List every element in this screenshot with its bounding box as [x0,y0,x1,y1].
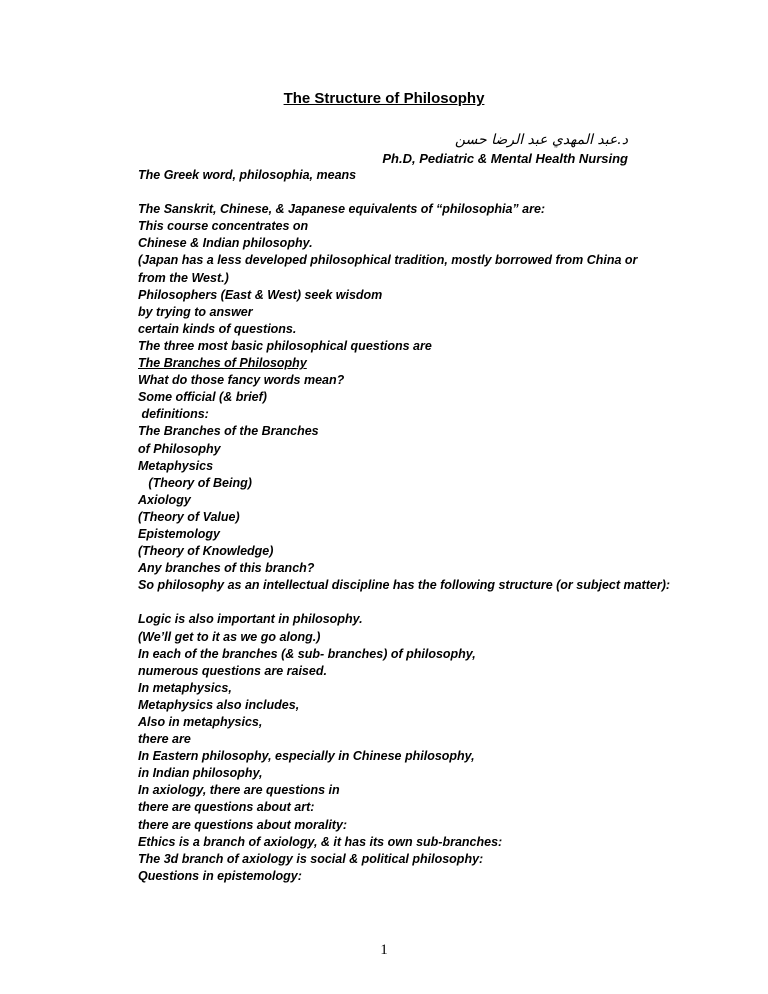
text-line: The Branches of the Branches [138,424,319,439]
text-line: What do those fancy words mean? [138,373,345,388]
text-line: (Theory of Knowledge) [138,544,274,559]
text-line: (Theory of Being) [138,475,252,490]
text-line: there are questions about art: [138,800,315,815]
text-line: In metaphysics, [138,680,232,695]
text-line: Some official (& brief) [138,390,267,405]
text-line: definitions: [138,407,209,422]
text-line: Metaphysics [138,458,214,473]
document-title: The Structure of Philosophy [283,90,485,107]
text-line: The Greek word, philosophia, means [138,168,357,182]
text-line: there are [138,732,191,747]
text-line: Any branches of this branch? [138,561,315,576]
author-degree: Ph.D, Pediatric & Mental Health Nursing [382,151,628,166]
text-line: Metaphysics also includes, [138,697,300,712]
text-line: This course concentrates on [138,219,309,234]
text-line: The Sanskrit, Chinese, & Japanese equivalents of “philosophia” are: [138,202,546,217]
text-line: Questions in epistemology: [138,868,302,883]
text-line: Ethics is a branch of axiology, & it has its own sub-branches: [138,834,503,849]
author-name-arabic: د.عبد المهدي عبد الرضا حسن [454,132,628,148]
document-body [138,167,671,885]
text-line: Epistemology [138,526,220,541]
blank-line [138,594,638,611]
blank-line [138,184,638,201]
text-line: In Eastern philosophy, especially in Chinese philosophy, [138,749,475,764]
text-line: So philosophy as an intellectual discipline has the following structure (or subject matter): [138,578,671,593]
text-line: certain kinds of questions. [138,321,297,336]
text-line: there are questions about morality: [138,817,348,832]
text-line: Philosophers (East & West) seek wisdom [138,287,383,302]
page-number: 1 [380,942,388,958]
text-line: (We’ll get to it as we go along.) [138,629,321,644]
text-line: Logic is also important in philosophy. [138,612,363,627]
text-line: Axiology [138,492,191,507]
text-line: Chinese & Indian philosophy. [138,236,313,251]
text-line: (Japan has a less developed philosophical tradition, mostly borrowed from China or from the West.) [138,253,638,285]
section-heading-branches: The Branches of Philosophy [138,356,307,371]
text-line: by trying to answer [138,304,253,319]
text-line: In axiology, there are questions in [138,783,340,798]
text-line: The 3d branch of axiology is social & political philosophy: [138,851,484,866]
text-line: The three most basic philosophical questions are [138,338,432,353]
text-line: in Indian philosophy, [138,766,263,781]
text-line: numerous questions are raised. [138,663,327,678]
text-line: (Theory of Value) [138,509,240,524]
text-line: Also in metaphysics, [138,715,263,729]
text-line: of Philosophy [138,441,221,456]
text-line: In each of the branches (& sub- branches) of philosophy, [138,646,476,661]
